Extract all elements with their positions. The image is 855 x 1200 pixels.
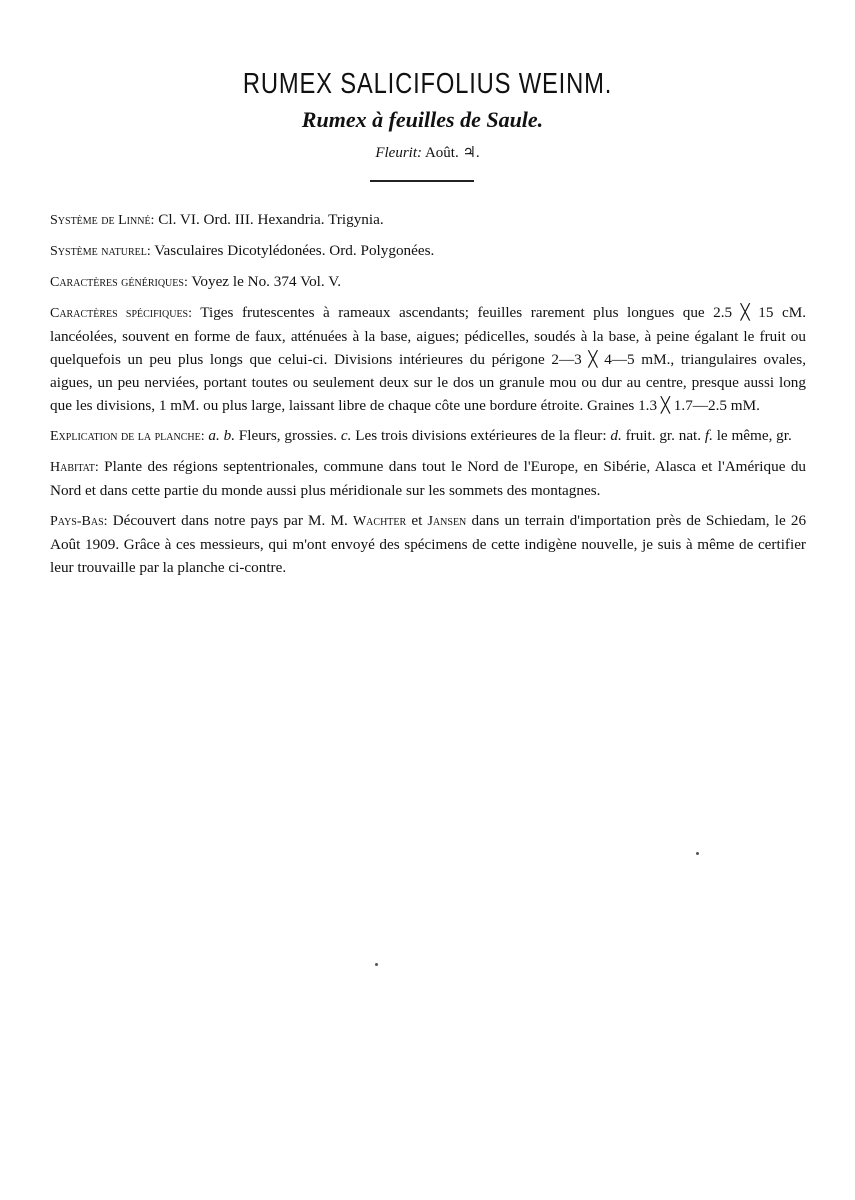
section-text: Les trois divisions extérieures de la fleur: bbox=[355, 427, 607, 444]
collector-name: Wachter bbox=[352, 514, 407, 529]
collector-name: Jansen bbox=[427, 514, 467, 529]
section-label: Habitat: bbox=[50, 460, 99, 475]
title-divider bbox=[370, 180, 474, 182]
section-text: fruit. gr. nat. bbox=[625, 427, 702, 444]
section-habitat bbox=[50, 455, 806, 502]
section-label: Système naturel: bbox=[50, 244, 151, 259]
section-label: Caractères génériques: bbox=[50, 275, 188, 290]
section-label: Pays-Bas: bbox=[50, 514, 108, 529]
description-body bbox=[50, 208, 806, 586]
paper-speck bbox=[375, 963, 378, 966]
section-linne bbox=[50, 208, 806, 232]
section-specifiques bbox=[50, 301, 806, 417]
section-text: Tiges frutescentes à rameaux ascendants; feuilles rarement plus longues que 2.5 ╳ 15 cM. lancéolées, souvent en forme de faux, atténuées à la base, aigues; pédicelles, soudés à la base, à peine égalant le fruit ou quelquefois un peu plus longs que celui-ci. Divisions intérieures du périgone 2—3 ╳ 4—5 mM., triangulaires ovales, aigues, un peu nerviées, portant toutes ou seulement deux sur le dos un granule mou ou dur au centre, presque aussi long que les divisions, 1 mM. ou plus large, laissant libre de chaque côte une bordure étroite. Graines 1.3 ╳ 1.7—2.5 mM. bbox=[50, 304, 806, 414]
section-text: Plante des régions septentrionales, commune dans tout le Nord de l'Europe, en Sibérie, Alasca et l'Amérique du Nord et dans cette partie du monde aussi plus méridionale sur les sommets des montagnes. bbox=[50, 458, 807, 499]
figure-ref: d. bbox=[610, 427, 622, 444]
section-label: Système de Linné: bbox=[50, 213, 155, 228]
section-text: Fleurs, grossies. bbox=[238, 427, 338, 444]
figure-ref: f. bbox=[704, 427, 713, 444]
flowering-label: Fleurit: bbox=[375, 145, 422, 161]
flowering-value: Août. ♃. bbox=[424, 145, 480, 161]
section-text: dans un terrain d'importation près de Schiedam, le 26 Août 1909. Grâce à ces messieurs, qui m'ont envoyé des spécimens de cette indigène nouvelle, je suis à même de certifier leur trouvaille par la planche ci-contre. bbox=[50, 512, 807, 576]
section-paysbas bbox=[50, 509, 806, 579]
section-naturel bbox=[50, 239, 806, 263]
figure-ref: c. bbox=[340, 427, 352, 444]
section-label: Caractères spécifiques: bbox=[50, 306, 193, 321]
section-text: Découvert dans notre pays par M. M. bbox=[112, 512, 348, 529]
section-text: le même, gr. bbox=[716, 427, 792, 444]
section-explication bbox=[50, 424, 806, 448]
section-text: et bbox=[411, 512, 423, 529]
figure-ref: a. b. bbox=[208, 427, 235, 444]
section-text: Cl. VI. Ord. III. Hexandria. Trigynia. bbox=[158, 211, 384, 228]
section-text: Voyez le No. 374 Vol. V. bbox=[191, 273, 342, 290]
section-generiques bbox=[50, 270, 806, 294]
page-title: RUMEX SALICIFOLIUS WEINM. bbox=[242, 68, 613, 100]
section-text: Vasculaires Dicotylédonées. Ord. Polygonées. bbox=[154, 242, 435, 259]
flowering-line bbox=[0, 143, 855, 162]
paper-speck bbox=[696, 852, 699, 855]
section-label: Explication de la planche: bbox=[50, 429, 205, 444]
page-subtitle: Rumex à feuilles de Saule. bbox=[301, 107, 544, 132]
